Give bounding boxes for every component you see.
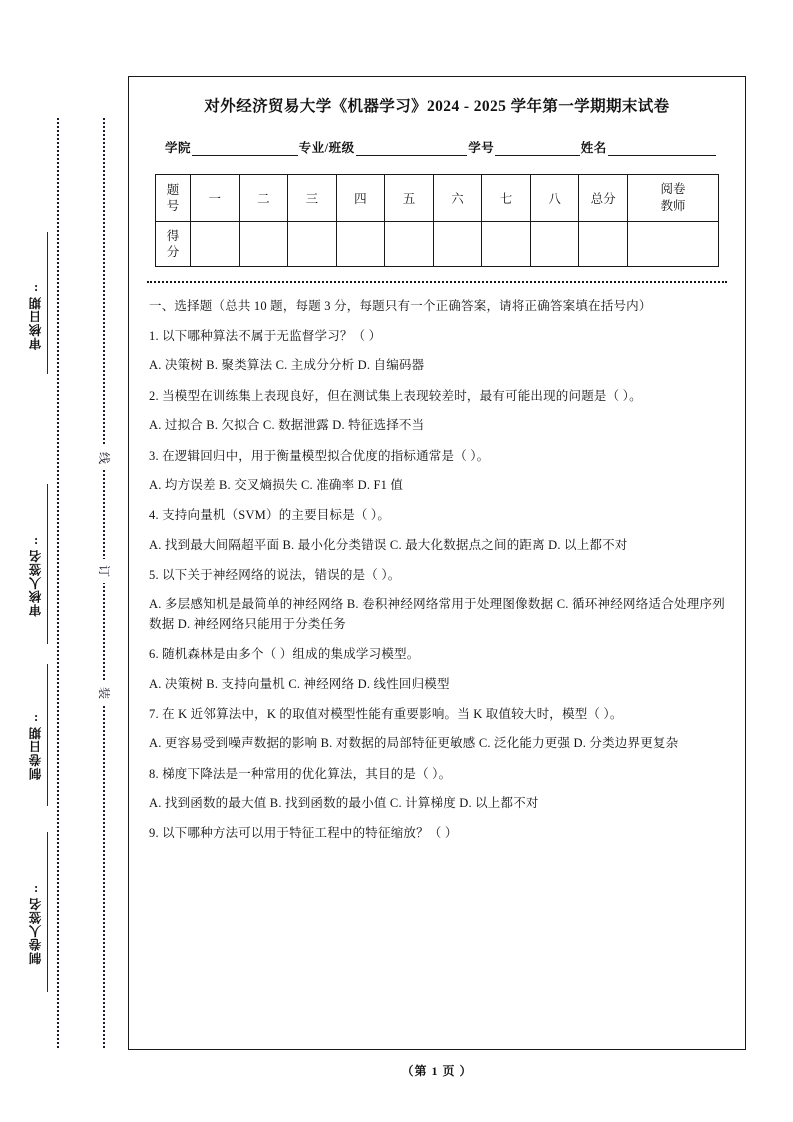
- question-8-options[interactable]: A. 找到函数的最大值 B. 找到函数的最小值 C. 计算梯度 D. 以上都不对: [149, 796, 539, 811]
- table-cell-score-6[interactable]: [433, 221, 482, 266]
- student-id-label: 学号: [468, 140, 495, 155]
- table-cell-score-7[interactable]: [482, 221, 531, 266]
- table-cell-q3-label: 三: [288, 174, 337, 221]
- table-cell-grader-value[interactable]: [628, 221, 719, 266]
- table-cell-q7-label: 七: [482, 174, 531, 221]
- question-1-options[interactable]: A. 决策树 B. 聚类算法 C. 主成分分析 D. 自编码器: [149, 358, 425, 373]
- margin-label-review-date: [16, 250, 56, 380]
- table-cell-score-5[interactable]: [385, 221, 434, 266]
- table-cell-q4-label: 四: [336, 174, 385, 221]
- margin-rule-review-date: [47, 232, 48, 374]
- question-4-stem: 4. 支持向量机（SVM）的主要目标是（ ）。: [149, 508, 391, 523]
- margin-label-printer-signature-text: 制卷人签名:: [29, 881, 43, 965]
- page-footer: （第 1 页 ）: [401, 1064, 473, 1078]
- major-class-label: 专业/班级: [298, 140, 355, 155]
- student-info-row: [165, 138, 717, 156]
- dotted-guide-line-outer: [57, 118, 59, 1048]
- score-table-wrapper: [155, 174, 719, 267]
- student-id-field[interactable]: [495, 142, 580, 156]
- college-field[interactable]: [192, 142, 298, 156]
- seam-mark-line: 线: [95, 446, 113, 470]
- row-header-question-number: 题号: [156, 174, 191, 221]
- grader-label-line2: 教师: [660, 198, 686, 213]
- table-cell-q1-label: 一: [191, 174, 240, 221]
- table-cell-q5-label: 五: [385, 174, 434, 221]
- question-2-options[interactable]: A. 过拟合 B. 欠拟合 C. 数据泄露 D. 特征选择不当: [149, 418, 425, 433]
- margin-rule-print-date: [47, 664, 48, 806]
- grader-label-line1: 阅卷: [660, 182, 686, 197]
- table-row-scores: [156, 221, 719, 266]
- score-table: [155, 174, 719, 267]
- margin-label-review-date-text: 审核日期:: [29, 280, 43, 350]
- question-3-options[interactable]: A. 均方误差 B. 交叉熵损失 C. 准确率 D. F1 值: [149, 477, 404, 492]
- margin-rule-reviewer-signature: [47, 484, 48, 644]
- seam-mark-zhuang: 装: [95, 681, 113, 705]
- student-name-field[interactable]: [608, 142, 716, 156]
- margin-rule-printer-signature: [47, 832, 48, 992]
- exam-paper-box: [128, 76, 746, 1050]
- table-cell-total-label: 总分: [579, 174, 628, 221]
- question-6-stem: 6. 随机森林是由多个（ ）组成的集成学习模型。: [149, 647, 420, 662]
- table-cell-q8-label: 八: [530, 174, 579, 221]
- seam-mark-ding: 订: [95, 559, 113, 583]
- dotted-guide-line-inner: [103, 118, 105, 1048]
- margin-label-print-date-text: 制卷日期:: [29, 710, 43, 780]
- question-7-options[interactable]: A. 更容易受到噪声数据的影响 B. 对数据的局部特征更敏感 C. 泛化能力更强 D. 分类边界更复杂: [149, 736, 679, 751]
- question-2-stem: 2. 当模型在训练集上表现良好，但在测试集上表现较差时，最有可能出现的问题是（ ）。: [149, 388, 642, 403]
- table-row-question-numbers: [156, 174, 719, 221]
- question-8-stem: 8. 梯度下降法是一种常用的优化算法，其目的是（ ）。: [149, 766, 452, 781]
- question-5-options[interactable]: A. 多层感知机是最简单的神经网络 B. 卷积神经网络常用于处理图像数据 C. 循环神经网络适合处理序列数据 D. 神经网络只能用于分类任务: [149, 597, 725, 631]
- margin-label-print-date: [16, 680, 56, 810]
- table-cell-score-1[interactable]: [191, 221, 240, 266]
- binding-margin-zone: [0, 0, 128, 1122]
- table-cell-grader-label: [628, 174, 719, 221]
- margin-label-reviewer-signature: [16, 500, 56, 650]
- question-4-options[interactable]: A. 找到最大间隔超平面 B. 最小化分类错误 C. 最大化数据点之间的距离 D. 以上都不对: [149, 537, 628, 552]
- table-cell-q6-label: 六: [433, 174, 482, 221]
- table-cell-score-2[interactable]: [239, 221, 288, 266]
- section-divider-dotted: [147, 281, 727, 283]
- table-cell-score-3[interactable]: [288, 221, 337, 266]
- question-6-options[interactable]: A. 决策树 B. 支持向量机 C. 神经网络 D. 线性回归模型: [149, 676, 450, 691]
- question-1-stem: 1. 以下哪种算法不属于无监督学习？（ ）: [149, 329, 382, 344]
- row-header-score: 得分: [156, 221, 191, 266]
- question-5-stem: 5. 以下关于神经网络的说法，错误的是（ ）。: [149, 568, 401, 583]
- page-title: 对外经济贸易大学《机器学习》2024 - 2025 学年第一学期期末试卷: [204, 98, 670, 115]
- margin-label-printer-signature: [16, 848, 56, 998]
- question-3-stem: 3. 在逻辑回归中，用于衡量模型拟合优度的指标通常是（ ）。: [149, 448, 490, 463]
- question-body: [149, 297, 725, 844]
- table-cell-total-score[interactable]: [579, 221, 628, 266]
- table-cell-score-4[interactable]: [336, 221, 385, 266]
- student-name-label: 姓名: [580, 140, 607, 155]
- question-7-stem: 7. 在 K 近邻算法中，K 的取值对模型性能有重要影响。当 K 取值较大时，模型（ ）。: [149, 706, 623, 721]
- section-heading-multiple-choice: 一、选择题（总共 10 题，每题 3 分，每题只有一个正确答案，请将正确答案填在括号内）: [149, 298, 652, 313]
- table-cell-score-8[interactable]: [530, 221, 579, 266]
- college-label: 学院: [165, 140, 192, 155]
- major-class-field[interactable]: [356, 142, 468, 156]
- margin-label-reviewer-signature-text: 审核人签名:: [29, 533, 43, 617]
- table-cell-q2-label: 二: [239, 174, 288, 221]
- question-9-stem: 9. 以下哪种方法可以用于特征工程中的特征缩放？（ ）: [149, 826, 458, 841]
